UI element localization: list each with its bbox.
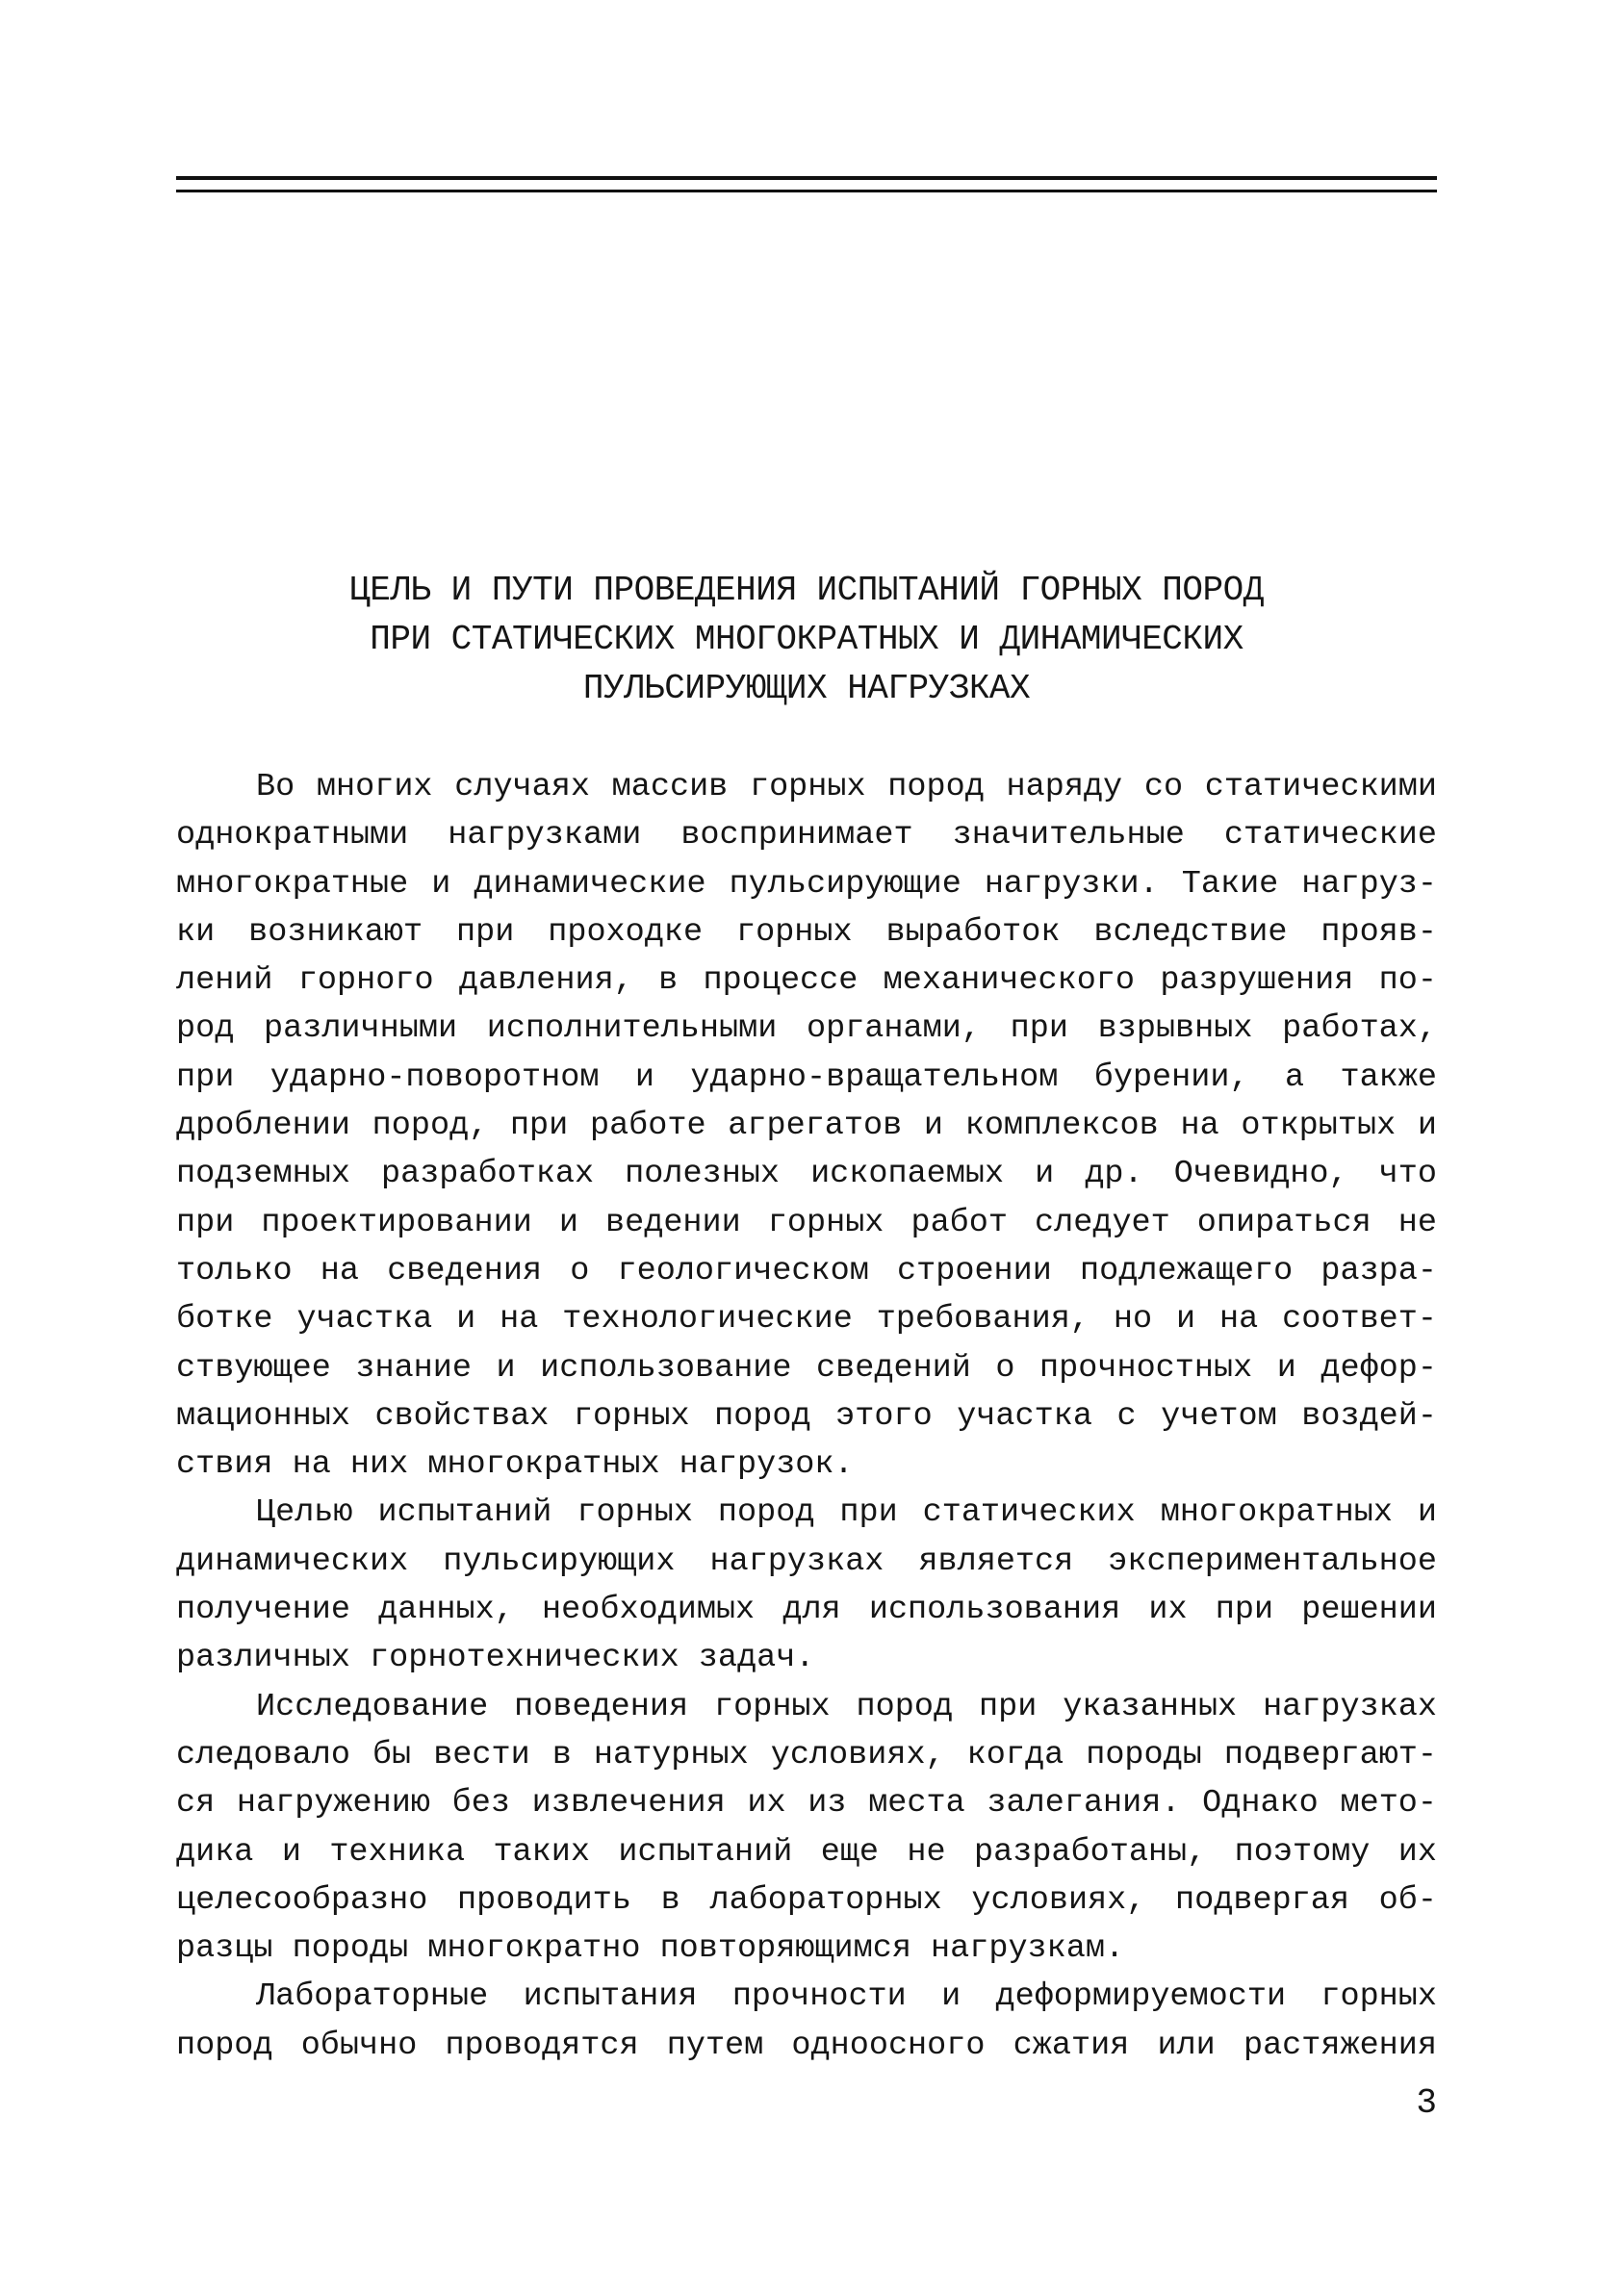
text-line: получение данных, необходимых для использования их при решении — [176, 1592, 1437, 1629]
text-line: Целью испытаний горных пород при статических многократных и — [256, 1494, 1437, 1532]
text-line: Лабораторные испытания прочности и деформируемости горных — [256, 1978, 1437, 2016]
text-line: ствия на них многократных нагрузок. — [176, 1446, 854, 1484]
text-line: дроблении пород, при работе агрегатов и комплексов на открытых и — [176, 1108, 1437, 1145]
page-number: 3 — [1416, 2083, 1437, 2123]
title-line: ЦЕЛЬ И ПУТИ ПРОВЕДЕНИЯ ИСПЫТАНИЙ ГОРНЫХ ПОРОД — [349, 571, 1264, 610]
text-line: динамических пульсирующих нагрузках является экспериментальное — [176, 1543, 1437, 1580]
section-title — [176, 566, 1437, 713]
text-line: следовало бы вести в натурных условиях, когда породы подвергают- — [176, 1736, 1437, 1773]
title-line: ПУЛЬСИРУЮЩИХ НАГРУЗКАХ — [582, 669, 1031, 708]
text-line: подземных разработках полезных ископаемых и др. Очевидно, что — [176, 1156, 1437, 1193]
text-line: однократными нагрузками воспринимает значительные статические — [176, 817, 1437, 855]
text-line: ствующее знание и использование сведений о прочностных и дефор- — [176, 1349, 1437, 1387]
text-line: Исследование поведения горных пород при указанных нагрузках — [256, 1688, 1437, 1725]
text-line: многократные и динамические пульсирующие нагрузки. Такие нагруз- — [176, 865, 1437, 903]
text-line: при ударно-поворотном и ударно-вращательном бурении, а также — [176, 1059, 1437, 1096]
text-line: только на сведения о геологическом строении подлежащего разра- — [176, 1252, 1437, 1289]
top-rule — [176, 176, 1437, 180]
text-line: ки возникают при проходке горных выработок вследствие прояв- — [176, 913, 1437, 951]
text-line: ся нагружению без извлечения их из места залегания. Однако мето- — [176, 1785, 1437, 1823]
text-line: мационных свойствах горных пород этого участка с учетом воздей- — [176, 1397, 1437, 1435]
text-line: пород обычно проводятся путем одноосного сжатия или растяжения — [176, 2027, 1437, 2064]
text-line: дика и техника таких испытаний еще не разработаны, поэтому их — [176, 1833, 1437, 1871]
text-line: различных горнотехнических задач. — [176, 1640, 815, 1677]
title-line: ПРИ СТАТИЧЕСКИХ МНОГОКРАТНЫХ И ДИНАМИЧЕСКИХ — [370, 620, 1243, 659]
text-line: Во многих случаях массив горных пород наряду со статическими — [256, 769, 1437, 805]
text-line: целесообразно проводить в лабораторных условиях, подвергая об- — [176, 1881, 1437, 1919]
text-line: ботке участка и на технологические требования, но и на соответ- — [176, 1301, 1437, 1339]
top-rule-second — [176, 190, 1437, 192]
body-text — [176, 763, 1437, 2070]
text-line: разцы породы многократно повторяющимся нагрузкам. — [176, 1930, 1125, 1968]
text-line: род различными исполнительными органами, при взрывных работах, — [176, 1010, 1437, 1048]
text-line: при проектировании и ведении горных работ следует опираться не — [176, 1204, 1437, 1241]
text-line: лений горного давления, в процессе механического разрушения по- — [176, 962, 1437, 1000]
